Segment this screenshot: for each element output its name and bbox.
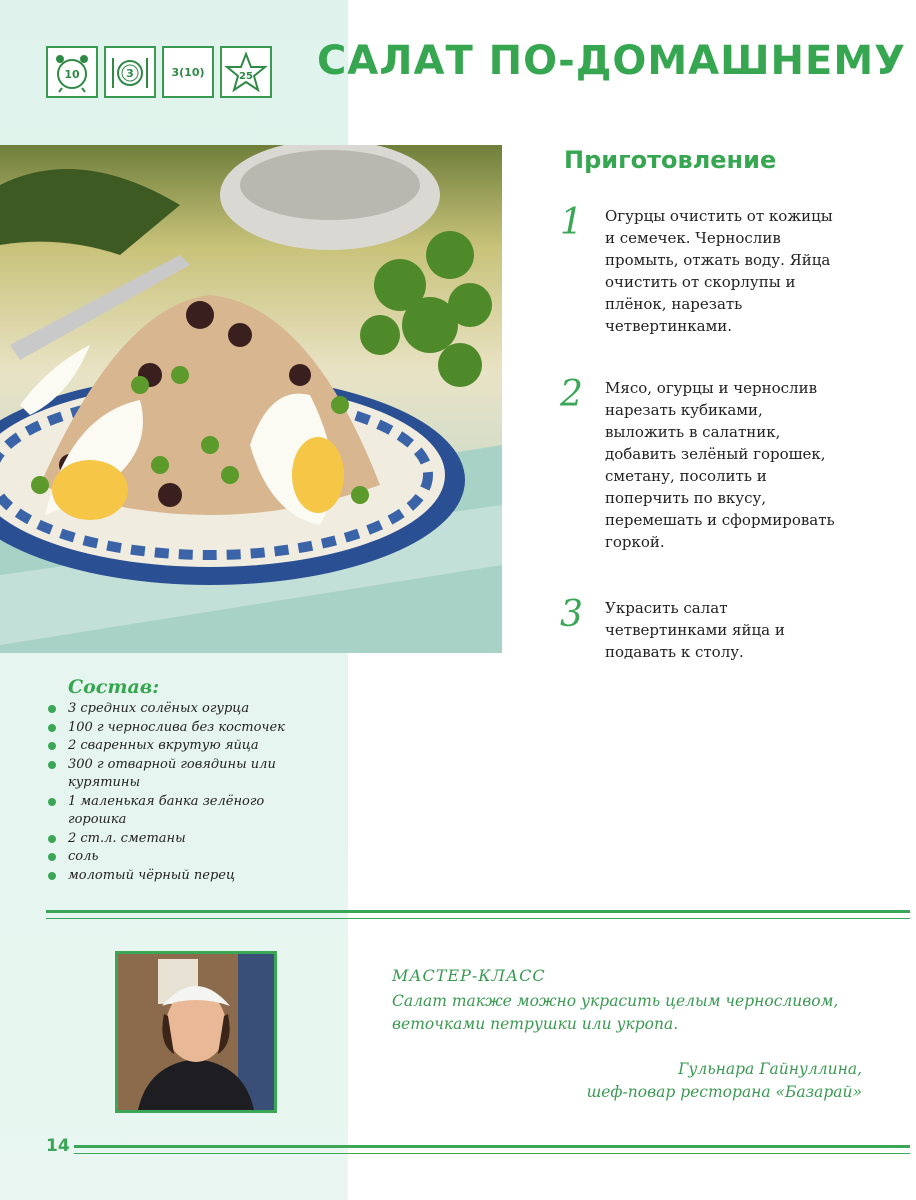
alarm-clock-icon <box>46 46 98 98</box>
divider-bottom-thin <box>74 1153 910 1154</box>
bullet-icon <box>48 835 56 843</box>
ingredient-text: 100 г чернослива без косточек <box>68 719 285 735</box>
master-class-author <box>587 1058 862 1104</box>
list-item <box>48 867 318 886</box>
master-class-text: Салат также можно украсить целым черносливом, веточками петрушки или укропа. <box>392 992 839 1033</box>
ingredient-text: молотый чёрный перец <box>68 867 236 883</box>
divider-top <box>46 910 910 913</box>
alarm-clock-label: 10 <box>64 68 80 81</box>
ingredient-text: 300 г отварной говядины или курятины <box>68 756 276 790</box>
preparation-title: Приготовление <box>564 146 777 174</box>
divider-bottom <box>74 1145 910 1148</box>
step-number: 2 <box>560 374 583 415</box>
ingredient-text: 2 сваренных вкрутую яйца <box>68 738 259 753</box>
bullet-icon <box>48 742 56 750</box>
list-item <box>48 756 318 793</box>
list-item <box>48 793 318 830</box>
list-item <box>48 737 318 756</box>
portions-icon <box>162 46 214 98</box>
master-class-title: МАСТЕР-КЛАСС <box>392 966 546 985</box>
bullet-icon <box>48 798 56 806</box>
chef-photo <box>115 951 277 1113</box>
divider-top-thin <box>46 918 910 919</box>
ingredients-list <box>48 700 318 885</box>
plate-icon <box>104 46 156 98</box>
ingredients-title: Состав: <box>68 676 160 698</box>
list-item <box>48 719 318 738</box>
list-item <box>48 848 318 867</box>
step-number: 3 <box>560 594 583 635</box>
ingredient-text: 2 ст.л. сметаны <box>68 830 186 846</box>
bullet-icon <box>48 853 56 861</box>
list-item <box>48 700 318 719</box>
page-title: САЛАТ ПО-ДОМАШНЕМУ <box>316 38 906 84</box>
step-text: Украсить салат четвертинками яйца и подавать к столу. <box>605 599 785 661</box>
ingredient-text: 1 маленькая банка зелёного горошка <box>68 793 265 827</box>
recipe-info-icons <box>46 46 272 98</box>
salad-photo <box>0 145 502 653</box>
step-text: Мясо, огурцы и чернослив нарезать кубиками, выложить в салатник, добавить зелёный горошек, сметану, посолить и поперчить по вкусу, перемешать и сформировать горкой. <box>605 379 835 551</box>
ingredient-text: 3 средних солёных огурца <box>68 701 250 716</box>
ingredient-text: соль <box>68 849 99 864</box>
bullet-icon <box>48 872 56 880</box>
step-number: 1 <box>560 202 583 243</box>
author-name: Гульнара Гайнуллина, <box>678 1060 862 1078</box>
bullet-icon <box>48 724 56 732</box>
portions-label: 3(10) <box>171 65 205 79</box>
star-label: 25 <box>239 71 253 82</box>
bullet-icon <box>48 705 56 713</box>
bullet-icon <box>48 761 56 769</box>
page-number: 14 <box>46 1136 70 1156</box>
author-role: шеф-повар ресторана «Базарай» <box>586 1083 862 1101</box>
plate-label: 3 <box>126 67 134 80</box>
list-item <box>48 830 318 849</box>
star-icon <box>220 46 272 98</box>
step-text: Огурцы очистить от кожицы и семечек. Чернослив промыть, отжать воду. Яйца очистить от скорлупы и плёнок, нарезать четвертинками. <box>605 207 833 335</box>
